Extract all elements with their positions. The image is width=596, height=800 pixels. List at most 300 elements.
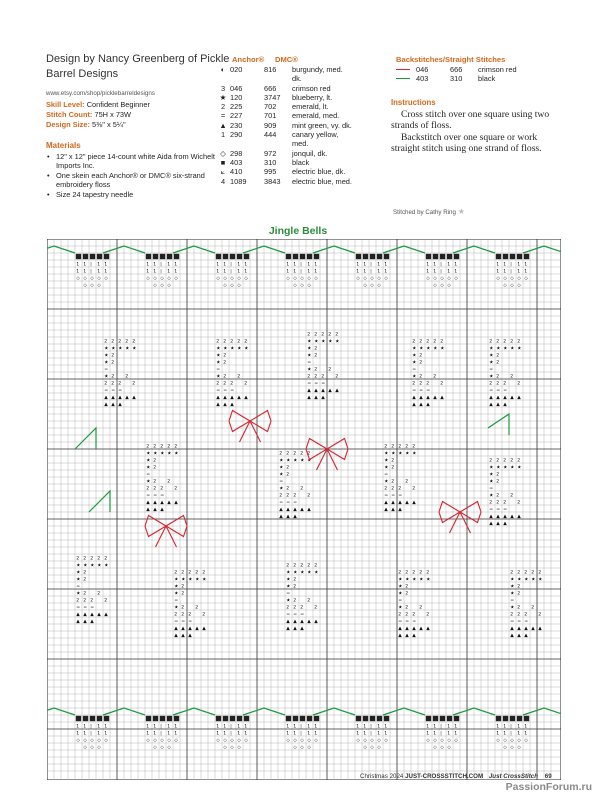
chart-symbol-block: [517, 254, 522, 259]
chart-symbol: ◇: [83, 283, 87, 289]
chart-symbol: 1: [216, 262, 220, 268]
chart-symbol: ◇: [160, 745, 164, 751]
chart-symbol: ◇: [223, 283, 227, 289]
chart-symbol: 2: [384, 444, 388, 450]
chart-symbol: ▲: [496, 402, 500, 408]
chart-symbol: 2: [510, 570, 514, 576]
chart-symbol: ◇: [426, 276, 430, 282]
chart-symbol: ◇: [496, 738, 500, 744]
chart-symbol: =: [293, 500, 298, 506]
chart-symbol: ★: [328, 339, 333, 345]
chart-symbol: ▲: [146, 507, 150, 513]
chart-symbol: 2: [174, 444, 178, 450]
chart-symbol: =: [181, 619, 186, 625]
chart-symbol: ▲: [440, 395, 444, 401]
chart-symbol: ▲: [405, 626, 409, 632]
chart-symbol: ▲: [153, 500, 157, 506]
skill-level: [46, 100, 150, 109]
chart-symbol: =: [384, 472, 389, 478]
key-anchor: 410: [230, 167, 243, 177]
chart-symbol: 2: [293, 493, 297, 499]
chart-symbol: ◇: [363, 276, 367, 282]
chart-symbol: ◇: [160, 738, 164, 744]
chart-symbol: 1: [517, 724, 521, 730]
chart-symbol: |: [370, 724, 372, 730]
chart-symbol: =: [503, 388, 508, 394]
chart-symbol: 2: [391, 444, 395, 450]
chart-symbol: 1: [83, 724, 87, 730]
chart-symbol: 1: [76, 731, 80, 737]
chart-symbol: 1: [83, 269, 87, 275]
key-name: electric blue, dk.: [292, 167, 346, 177]
key-symbol: ■: [220, 157, 226, 167]
chart-symbol: ◇: [454, 738, 458, 744]
chart-symbol: ▲: [384, 500, 388, 506]
chart-symbol: 1: [286, 262, 290, 268]
chart-symbol: 1: [496, 731, 500, 737]
chart-symbol-block: [510, 254, 515, 259]
chart-symbol: ▲: [83, 619, 87, 625]
chart-symbol: 2: [419, 353, 423, 359]
chart-symbol-block: [384, 254, 389, 259]
chart-symbol: =: [293, 612, 298, 618]
chart-symbol: ★: [307, 339, 312, 345]
chart-symbol: 2: [146, 486, 150, 492]
chart-symbol-block: [377, 254, 382, 259]
materials-item: • One skein each Anchor® or DMC® six-strand embroidery floss: [46, 171, 226, 190]
chart-symbol: ★: [412, 360, 417, 366]
chart-symbol: 1: [377, 724, 381, 730]
chart-symbol: =: [111, 388, 116, 394]
chart-symbol: 2: [223, 360, 227, 366]
chart-symbol: ▲: [181, 633, 185, 639]
chart-symbol-block: [237, 254, 242, 259]
chart-symbol: 2: [223, 353, 227, 359]
chart-symbol: 1: [447, 724, 451, 730]
key-symbol: [216, 139, 230, 148]
chart-symbol: ◇: [314, 276, 318, 282]
chart-symbol: |: [510, 262, 512, 268]
chart-symbol: 2: [328, 367, 332, 373]
chart-symbol: ▲: [125, 395, 129, 401]
chart-symbol: ★: [398, 591, 403, 597]
chart-symbol: 1: [216, 731, 220, 737]
chart-symbol: 2: [426, 381, 430, 387]
chart-symbol: 1: [223, 262, 227, 268]
instructions-paragraph: Cross stitch over one square using two strands of floss.: [391, 109, 550, 132]
chart-symbol-block: [293, 254, 298, 259]
chart-symbol: 1: [307, 262, 311, 268]
chart-symbol: 1: [244, 262, 248, 268]
chart-symbol: ◇: [447, 283, 451, 289]
chart-symbol: 2: [321, 332, 325, 338]
design-size: [46, 120, 126, 129]
chart-symbol: ★: [419, 346, 424, 352]
chart-symbol: 2: [391, 479, 395, 485]
chart-symbol: 1: [314, 262, 318, 268]
chart-symbol: 2: [496, 472, 500, 478]
chart-symbol: 1: [384, 262, 388, 268]
chart-symbol: 1: [167, 724, 171, 730]
chart-symbol: ★: [510, 465, 515, 471]
chart-symbol: ◇: [97, 283, 101, 289]
key-name: emerald, lt.: [292, 102, 329, 112]
chart-symbol: ★: [517, 465, 522, 471]
chart-symbol: ▲: [111, 402, 115, 408]
key-symbol: ⟀: [220, 167, 226, 177]
chart-symbol: 1: [377, 731, 381, 737]
chart-symbol: ◇: [160, 283, 164, 289]
chart-symbol: ★: [153, 451, 158, 457]
chart-symbol: 2: [181, 591, 185, 597]
chart-symbol: ◇: [223, 276, 227, 282]
chart-symbol: ★: [489, 353, 494, 359]
chart-symbol: ★: [279, 458, 284, 464]
chart-symbol: 1: [307, 731, 311, 737]
chart-symbol: 2: [412, 486, 416, 492]
chart-symbol: 1: [97, 731, 101, 737]
chart-symbol: ▲: [160, 500, 164, 506]
chart-symbol: |: [370, 262, 372, 268]
chart-symbol-block: [524, 254, 529, 259]
chart-symbol: =: [412, 388, 417, 394]
chart-symbol: ▲: [188, 633, 192, 639]
chart-symbol: ▲: [412, 626, 416, 632]
chart-symbol: 1: [104, 269, 108, 275]
chart-symbol-block: [160, 716, 165, 721]
chart-symbol: 2: [433, 374, 437, 380]
chart-symbol: ◇: [370, 745, 374, 751]
chart-symbol: ▲: [153, 507, 157, 513]
chart-symbol: ★: [216, 374, 221, 380]
chart-symbol-block: [307, 716, 312, 721]
chart-symbol-block: [447, 254, 452, 259]
chart-symbol: 1: [433, 269, 437, 275]
chart-symbol-block: [370, 254, 375, 259]
chart-symbol: ▲: [307, 507, 311, 513]
chart-symbol: ◇: [286, 276, 290, 282]
chart-symbol: ◇: [153, 276, 157, 282]
chart-symbol: 1: [237, 269, 241, 275]
chart-symbol: =: [489, 388, 494, 394]
chart-symbol: ▲: [405, 633, 409, 639]
key-anchor: 1089: [230, 176, 247, 186]
chart-symbol: ◇: [83, 738, 87, 744]
chart-symbol-block: [363, 254, 368, 259]
chart-symbol: 1: [286, 724, 290, 730]
chart-symbol: 1: [237, 731, 241, 737]
chart-symbol: |: [230, 262, 232, 268]
chart-symbol: ★: [307, 367, 312, 373]
backstitch-table: [396, 65, 517, 84]
chart-symbol: ▲: [517, 626, 521, 632]
chart-symbol: ▲: [307, 395, 311, 401]
chart-symbol: 2: [153, 465, 157, 471]
chart-symbol: =: [216, 388, 221, 394]
chart-symbol: ▲: [244, 395, 248, 401]
chart-symbol: ◇: [167, 738, 171, 744]
page-footer: [360, 773, 552, 780]
chart-symbol: ◇: [244, 738, 248, 744]
key-dmc: 701: [264, 111, 277, 121]
chart-symbol: ★: [419, 577, 424, 583]
chart-symbol: 2: [153, 479, 157, 485]
chart-symbol: |: [160, 269, 162, 275]
chart-symbol: ▲: [412, 402, 416, 408]
chart-symbol: ◇: [524, 276, 528, 282]
chart-symbol-block: [90, 716, 95, 721]
chart-symbol: 1: [286, 731, 290, 737]
chart-symbol: ▲: [132, 395, 136, 401]
chart-symbol: ★: [286, 577, 291, 583]
footer-site: JUST-CROSSSTITCH.COM: [405, 773, 484, 780]
chart-symbol: ◇: [174, 276, 178, 282]
instructions-body: [391, 109, 556, 154]
chart-symbol: ◇: [377, 745, 381, 751]
chart-symbol: ▲: [314, 619, 318, 625]
chart-symbol: =: [76, 605, 81, 611]
watermark: PassionForum.ru: [505, 781, 592, 793]
chart-symbol: ◇: [440, 283, 444, 289]
chart-symbol: =: [104, 367, 109, 373]
chart-symbol: 2: [440, 381, 444, 387]
chart-symbol: ★: [286, 458, 291, 464]
chart-symbol: 1: [524, 731, 528, 737]
chart-symbol: |: [90, 724, 92, 730]
chart-symbol: ★: [405, 451, 410, 457]
chart-symbol: 1: [293, 731, 297, 737]
chart-symbol: =: [279, 500, 284, 506]
key-name: crimson red: [292, 83, 331, 93]
chart-symbol: ★: [384, 451, 389, 457]
chart-symbol-block: [440, 716, 445, 721]
chart-symbol: =: [146, 472, 151, 478]
chart-symbol: 1: [356, 262, 360, 268]
chart-symbol: 2: [286, 486, 290, 492]
key-dmc: 995: [264, 167, 277, 177]
chart-symbol: ◇: [300, 276, 304, 282]
design-size-label: Design Size:: [46, 120, 90, 129]
chart-symbol: =: [174, 598, 179, 604]
chart-symbol: ★: [188, 577, 193, 583]
chart-symbol: ▲: [384, 507, 388, 513]
chart-symbol: 1: [293, 269, 297, 275]
chart-symbol: 2: [412, 612, 416, 618]
chart-symbol: ▲: [503, 514, 507, 520]
chart-symbol: =: [76, 584, 81, 590]
chart-symbol: ★: [314, 570, 319, 576]
chart-symbol: 1: [454, 262, 458, 268]
chart-symbol-block: [384, 716, 389, 721]
chart-symbol: |: [440, 262, 442, 268]
chart-symbol: =: [524, 619, 529, 625]
chart-symbol: ◇: [300, 738, 304, 744]
chart-symbol: ★: [279, 486, 284, 492]
chart-symbol: 1: [153, 269, 157, 275]
star-icon: ★: [457, 207, 465, 216]
chart-symbol: ▲: [174, 633, 178, 639]
chart-symbol: =: [398, 598, 403, 604]
designer-website[interactable]: www.etsy.com/shop/picklebarreldesigns: [46, 90, 155, 97]
chart-symbol: ◇: [314, 738, 318, 744]
chart-symbol: 1: [433, 731, 437, 737]
chart-symbol: ◇: [433, 738, 437, 744]
chart-symbol: 1: [447, 269, 451, 275]
chart-symbol: ★: [391, 451, 396, 457]
chart-symbol: ★: [174, 584, 179, 590]
chart-symbol: 2: [503, 500, 507, 506]
chart-symbol: =: [307, 360, 312, 366]
chart-symbol: ◇: [300, 283, 304, 289]
chart-symbol: =: [398, 619, 403, 625]
chart-symbol: 2: [111, 381, 115, 387]
chart-symbol: 2: [405, 444, 409, 450]
chart-symbol: ▲: [195, 626, 199, 632]
chart-symbol: =: [419, 388, 424, 394]
chart-symbol: ◇: [230, 283, 234, 289]
chart-symbol-block: [76, 254, 81, 259]
chart-symbol: 1: [426, 731, 430, 737]
chart-symbol: |: [510, 731, 512, 737]
chart-symbol: 2: [510, 339, 514, 345]
chart-symbol-block: [356, 716, 361, 721]
chart-symbol: 2: [496, 479, 500, 485]
chart-symbol: 2: [489, 458, 493, 464]
chart-symbol: 2: [181, 570, 185, 576]
chart-symbol: 2: [300, 563, 304, 569]
chart-symbol: 2: [125, 339, 129, 345]
footer-brand: Just CrossStitch: [488, 773, 539, 780]
chart-symbol: ◇: [370, 738, 374, 744]
chart-symbol: 1: [447, 731, 451, 737]
chart-symbol: ◇: [307, 276, 311, 282]
chart-symbol: ▲: [412, 633, 416, 639]
chart-symbol: 2: [384, 486, 388, 492]
chart-symbol: 2: [531, 605, 535, 611]
chart-symbol: ◇: [503, 745, 507, 751]
chart-symbol-block: [160, 254, 165, 259]
chart-symbol: =: [391, 493, 396, 499]
chart-symbol: ★: [405, 577, 410, 583]
chart-symbol: ◇: [363, 745, 367, 751]
chart-symbol: ★: [398, 605, 403, 611]
backstitch-dmc: 666: [450, 65, 463, 74]
chart-symbol: ◇: [433, 283, 437, 289]
chart-symbol: ★: [216, 346, 221, 352]
chart-symbol: 2: [496, 493, 500, 499]
chart-symbol: 2: [314, 605, 318, 611]
chart-symbol: 2: [307, 374, 311, 380]
chart-symbol: 1: [503, 731, 507, 737]
key-symbol: ◇: [220, 148, 226, 158]
chart-symbol-block: [167, 716, 172, 721]
chart-symbol: =: [83, 605, 88, 611]
cross-stitch-chart: [47, 239, 561, 780]
chart-symbol: ★: [531, 577, 536, 583]
chart-symbol: 2: [174, 612, 178, 618]
chart-symbol: 1: [384, 724, 388, 730]
key-anchor: 020: [230, 65, 243, 74]
chart-symbol: ★: [489, 472, 494, 478]
key-name: blueberry, lt.: [292, 92, 333, 102]
key-name: emerald, med.: [292, 111, 340, 121]
chart-symbol: 1: [223, 269, 227, 275]
chart-symbol: ◇: [167, 283, 171, 289]
chart-symbol: ▲: [524, 626, 528, 632]
chart-symbol: ★: [76, 570, 81, 576]
chart-symbol: ▲: [167, 500, 171, 506]
chart-symbol: 2: [517, 605, 521, 611]
key-row: [216, 130, 402, 139]
chart-symbol: 2: [195, 570, 199, 576]
chart-symbol: ★: [279, 472, 284, 478]
chart-symbol-block: [356, 254, 361, 259]
chart-symbol: ▲: [426, 395, 430, 401]
chart-symbol: ◇: [90, 283, 94, 289]
chart-symbol: ◇: [517, 283, 521, 289]
chart-symbol: 2: [279, 451, 283, 457]
chart-symbol: ★: [90, 563, 95, 569]
chart-symbol: 2: [160, 444, 164, 450]
chart-symbol: ▲: [503, 402, 507, 408]
chart-symbol-block: [426, 254, 431, 259]
chart-symbol: ▲: [510, 626, 514, 632]
chart-symbol: =: [412, 619, 417, 625]
chart-symbol: 1: [433, 724, 437, 730]
chart-symbol: ◇: [503, 738, 507, 744]
chart-symbol: ◇: [244, 276, 248, 282]
chart-symbol: ★: [384, 479, 389, 485]
chart-symbol: ▲: [321, 395, 325, 401]
chart-symbol: 2: [104, 556, 108, 562]
chart-symbol: ★: [426, 577, 431, 583]
chart-symbol: ◇: [510, 738, 514, 744]
chart-symbol: ★: [223, 346, 228, 352]
chart-symbol: =: [160, 493, 165, 499]
key-row: [216, 158, 402, 167]
chart-symbol: ▲: [90, 619, 94, 625]
chart-symbol-block: [104, 716, 109, 721]
chart-symbol: ◇: [300, 745, 304, 751]
chart-symbol: ★: [496, 465, 501, 471]
chart-symbol: 2: [391, 486, 395, 492]
chart-symbol: 2: [503, 458, 507, 464]
stitched-by-text: Stitched by Cathy Ring: [393, 209, 456, 216]
chart-symbol: ★: [104, 360, 109, 366]
chart-symbol-block: [496, 254, 501, 259]
chart-symbol: ◇: [433, 745, 437, 751]
chart-symbol: 2: [426, 570, 430, 576]
chart-symbol: 2: [188, 612, 192, 618]
chart-symbol: ▲: [174, 500, 178, 506]
chart-symbol: |: [90, 269, 92, 275]
dmc-heading: DMC®: [275, 55, 298, 64]
key-symbol: 2: [220, 102, 226, 112]
chart-symbol: ▲: [496, 514, 500, 520]
chart-symbol: 1: [517, 731, 521, 737]
chart-symbol: ★: [307, 346, 312, 352]
chart-symbol: ▲: [489, 521, 493, 527]
chart-symbol: ★: [384, 465, 389, 471]
chart-symbol: ▲: [279, 514, 283, 520]
chart-symbol: ▲: [223, 402, 227, 408]
chart-symbol: 1: [146, 731, 150, 737]
chart-symbol: 2: [398, 570, 402, 576]
chart-symbol: 1: [174, 262, 178, 268]
chart-symbol: ◇: [230, 276, 234, 282]
chart-symbol: 2: [76, 556, 80, 562]
chart-symbol: ▲: [419, 395, 423, 401]
